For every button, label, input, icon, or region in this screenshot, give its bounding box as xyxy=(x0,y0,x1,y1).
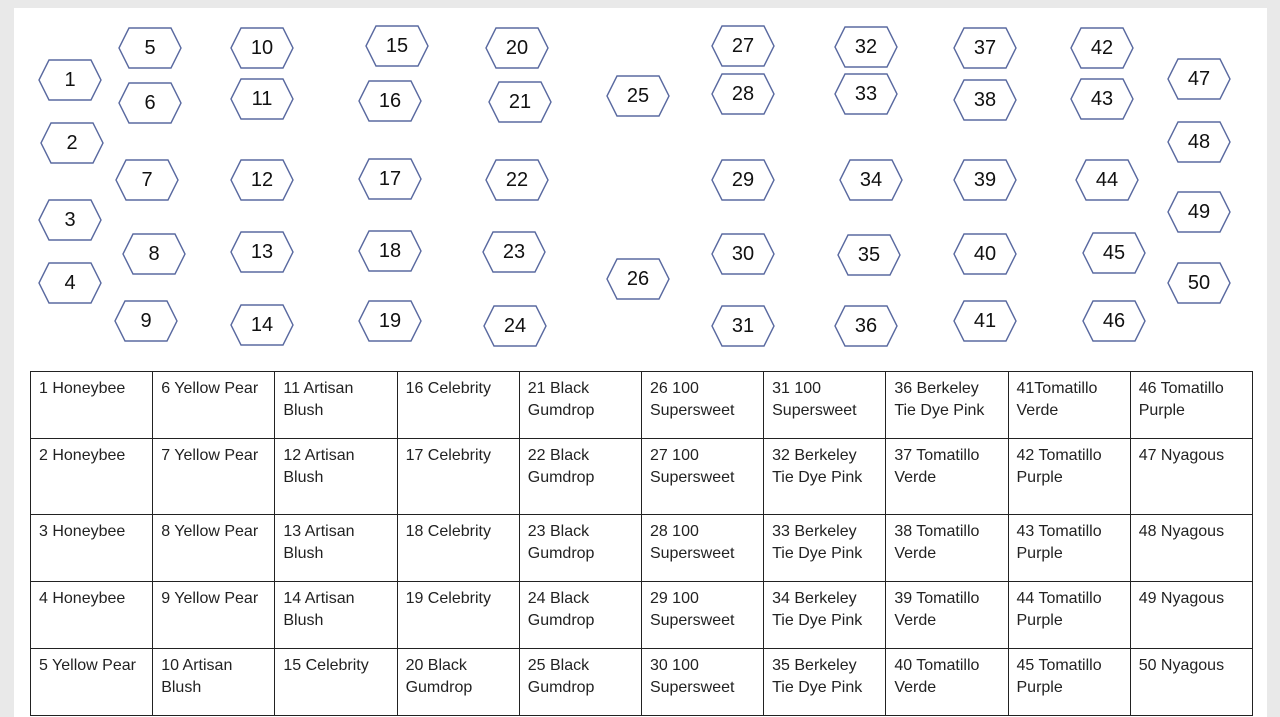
table-cell: 30 100 Supersweet xyxy=(641,649,763,716)
plot-number: 6 xyxy=(144,91,156,114)
table-cell: 8 Yellow Pear xyxy=(153,515,275,582)
table-cell: 13 Artisan Blush xyxy=(275,515,397,582)
table-cell: 26 100 Supersweet xyxy=(641,372,763,439)
plot-hex-25 xyxy=(606,75,670,117)
plot-number: 1 xyxy=(64,68,76,91)
plot-number: 45 xyxy=(1102,241,1126,264)
plot-hex-2 xyxy=(40,122,104,164)
table-cell: 34 Berkeley Tie Dye Pink xyxy=(764,582,886,649)
plot-number: 32 xyxy=(854,35,878,58)
plot-number: 35 xyxy=(857,243,881,266)
plot-number: 7 xyxy=(141,168,153,191)
plant-assignment-table xyxy=(30,371,1253,716)
table-cell: 48 Nyagous xyxy=(1130,515,1252,582)
plot-number: 3 xyxy=(64,208,76,231)
plot-number: 28 xyxy=(731,82,755,105)
plot-hex-12 xyxy=(230,159,294,201)
table-cell: 18 Celebrity xyxy=(397,515,519,582)
table-cell: 43 Tomatillo Purple xyxy=(1008,515,1130,582)
plot-hex-14 xyxy=(230,304,294,346)
plot-hex-5 xyxy=(118,27,182,69)
plot-hex-48 xyxy=(1167,121,1231,163)
table-cell: 39 Tomatillo Verde xyxy=(886,582,1008,649)
plot-hex-44 xyxy=(1075,159,1139,201)
plot-number: 20 xyxy=(505,36,529,59)
plot-hex-36 xyxy=(834,305,898,347)
table-cell: 27 100 Supersweet xyxy=(641,439,763,515)
table-row xyxy=(31,372,1253,439)
table-cell: 15 Celebrity xyxy=(275,649,397,716)
table-cell: 4 Honeybee xyxy=(31,582,153,649)
table-cell: 22 Black Gumdrop xyxy=(519,439,641,515)
plot-hex-9 xyxy=(114,300,178,342)
table-row xyxy=(31,649,1253,716)
plot-number: 24 xyxy=(503,314,527,337)
table-cell: 16 Celebrity xyxy=(397,372,519,439)
plot-number: 26 xyxy=(626,267,650,290)
plot-hex-26 xyxy=(606,258,670,300)
plot-number: 47 xyxy=(1187,67,1211,90)
plot-hex-8 xyxy=(122,233,186,275)
plot-hex-39 xyxy=(953,159,1017,201)
table-row xyxy=(31,515,1253,582)
table-cell: 20 Black Gumdrop xyxy=(397,649,519,716)
plot-hex-38 xyxy=(953,79,1017,121)
plot-hex-20 xyxy=(485,27,549,69)
plot-number: 16 xyxy=(378,89,402,112)
plot-hex-29 xyxy=(711,159,775,201)
plot-hex-13 xyxy=(230,231,294,273)
plot-number: 21 xyxy=(508,90,532,113)
table-cell: 24 Black Gumdrop xyxy=(519,582,641,649)
plot-number: 13 xyxy=(250,240,274,263)
plot-hex-16 xyxy=(358,80,422,122)
plot-hex-34 xyxy=(839,159,903,201)
plot-hex-50 xyxy=(1167,262,1231,304)
plot-number: 8 xyxy=(148,242,160,265)
plot-number: 10 xyxy=(250,36,274,59)
table-row xyxy=(31,439,1253,515)
plot-hex-22 xyxy=(485,159,549,201)
plot-hex-6 xyxy=(118,82,182,124)
table-cell: 41Tomatillo Verde xyxy=(1008,372,1130,439)
plot-number: 27 xyxy=(731,34,755,57)
plot-number: 42 xyxy=(1090,36,1114,59)
table-cell: 17 Celebrity xyxy=(397,439,519,515)
plot-number: 25 xyxy=(626,84,650,107)
plot-hex-23 xyxy=(482,231,546,273)
plot-number: 49 xyxy=(1187,200,1211,223)
plot-hex-41 xyxy=(953,300,1017,342)
plot-hex-30 xyxy=(711,233,775,275)
plot-hex-10 xyxy=(230,27,294,69)
plot-number: 4 xyxy=(64,271,76,294)
table-cell: 9 Yellow Pear xyxy=(153,582,275,649)
plot-hex-15 xyxy=(365,25,429,67)
plot-hex-17 xyxy=(358,158,422,200)
plot-number: 50 xyxy=(1187,271,1211,294)
plot-number: 36 xyxy=(854,314,878,337)
table-cell: 14 Artisan Blush xyxy=(275,582,397,649)
plot-number: 17 xyxy=(378,167,402,190)
table-cell: 5 Yellow Pear xyxy=(31,649,153,716)
plot-hex-37 xyxy=(953,27,1017,69)
plot-hex-33 xyxy=(834,73,898,115)
table-cell: 33 Berkeley Tie Dye Pink xyxy=(764,515,886,582)
plot-hex-27 xyxy=(711,25,775,67)
plot-hex-43 xyxy=(1070,78,1134,120)
table-cell: 45 Tomatillo Purple xyxy=(1008,649,1130,716)
plot-number: 15 xyxy=(385,34,409,57)
plot-number: 11 xyxy=(251,87,273,110)
table-cell: 35 Berkeley Tie Dye Pink xyxy=(764,649,886,716)
plot-number: 37 xyxy=(973,36,997,59)
table-cell: 2 Honeybee xyxy=(31,439,153,515)
plot-number: 19 xyxy=(378,309,402,332)
table-cell: 32 Berkeley Tie Dye Pink xyxy=(764,439,886,515)
plot-number: 29 xyxy=(731,168,755,191)
plot-hex-7 xyxy=(115,159,179,201)
table-cell: 3 Honeybee xyxy=(31,515,153,582)
plot-number: 48 xyxy=(1187,130,1211,153)
plot-hex-35 xyxy=(837,234,901,276)
table-cell: 1 Honeybee xyxy=(31,372,153,439)
plot-hex-18 xyxy=(358,230,422,272)
plot-hex-24 xyxy=(483,305,547,347)
plot-hex-1 xyxy=(38,59,102,101)
plot-number: 43 xyxy=(1090,87,1114,110)
table-cell: 47 Nyagous xyxy=(1130,439,1252,515)
plot-hex-49 xyxy=(1167,191,1231,233)
plot-number: 33 xyxy=(854,82,878,105)
plot-number: 34 xyxy=(859,168,883,191)
table-cell: 38 Tomatillo Verde xyxy=(886,515,1008,582)
plot-hex-46 xyxy=(1082,300,1146,342)
table-cell: 12 Artisan Blush xyxy=(275,439,397,515)
table-cell: 28 100 Supersweet xyxy=(641,515,763,582)
table-cell: 21 Black Gumdrop xyxy=(519,372,641,439)
plot-hex-19 xyxy=(358,300,422,342)
plot-hex-40 xyxy=(953,233,1017,275)
table-cell: 19 Celebrity xyxy=(397,582,519,649)
plot-number: 18 xyxy=(378,239,402,262)
table-cell: 40 Tomatillo Verde xyxy=(886,649,1008,716)
plot-hex-4 xyxy=(38,262,102,304)
plot-hex-45 xyxy=(1082,232,1146,274)
plot-number: 5 xyxy=(144,36,156,59)
plot-number: 40 xyxy=(973,242,997,265)
plot-hex-31 xyxy=(711,305,775,347)
plot-hex-3 xyxy=(38,199,102,241)
table-cell: 36 Berkeley Tie Dye Pink xyxy=(886,372,1008,439)
plot-number: 23 xyxy=(502,240,526,263)
table-cell: 42 Tomatillo Purple xyxy=(1008,439,1130,515)
plot-number: 9 xyxy=(140,309,152,332)
table-cell: 44 Tomatillo Purple xyxy=(1008,582,1130,649)
plot-number: 22 xyxy=(505,168,529,191)
table-cell: 31 100 Supersweet xyxy=(764,372,886,439)
table-cell: 50 Nyagous xyxy=(1130,649,1252,716)
plot-number: 38 xyxy=(973,88,997,111)
plot-hex-28 xyxy=(711,73,775,115)
table-cell: 25 Black Gumdrop xyxy=(519,649,641,716)
plot-number: 46 xyxy=(1102,309,1126,332)
plot-number: 14 xyxy=(250,313,274,336)
plot-hex-47 xyxy=(1167,58,1231,100)
plot-number: 41 xyxy=(973,309,997,332)
table-cell: 6 Yellow Pear xyxy=(153,372,275,439)
plot-number: 12 xyxy=(250,168,274,191)
plot-number: 30 xyxy=(731,242,755,265)
plot-hex-42 xyxy=(1070,27,1134,69)
plot-number: 39 xyxy=(973,168,997,191)
table-cell: 49 Nyagous xyxy=(1130,582,1252,649)
plot-number: 31 xyxy=(731,314,755,337)
plot-number: 2 xyxy=(66,131,78,154)
table-row xyxy=(31,582,1253,649)
table-cell: 29 100 Supersweet xyxy=(641,582,763,649)
plot-hex-32 xyxy=(834,26,898,68)
plot-number: 44 xyxy=(1095,168,1119,191)
table-cell: 46 Tomatillo Purple xyxy=(1130,372,1252,439)
plot-hex-11 xyxy=(230,78,294,120)
table-cell: 7 Yellow Pear xyxy=(153,439,275,515)
table-cell: 11 Artisan Blush xyxy=(275,372,397,439)
plot-hex-21 xyxy=(488,81,552,123)
table-cell: 10 Artisan Blush xyxy=(153,649,275,716)
table-cell: 37 Tomatillo Verde xyxy=(886,439,1008,515)
table-cell: 23 Black Gumdrop xyxy=(519,515,641,582)
